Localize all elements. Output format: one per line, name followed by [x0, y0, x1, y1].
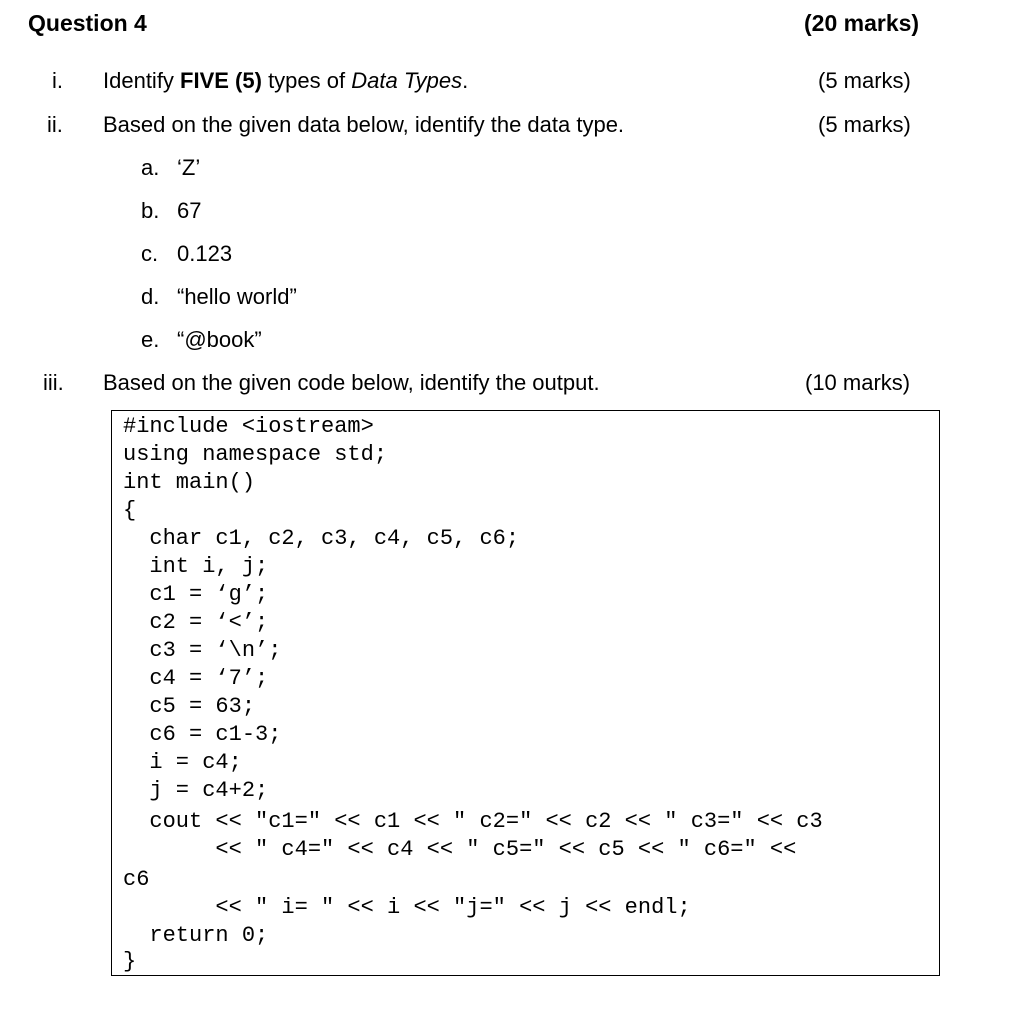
part-marks: (5 marks) — [818, 68, 911, 93]
code-line: return 0; — [123, 923, 269, 948]
code-line: << " i= " << i << "j=" << j << endl; — [123, 895, 691, 920]
part-numeral: i. — [52, 68, 63, 93]
code-line: c1 = ‘g’; — [123, 582, 269, 607]
part-text — [103, 68, 468, 94]
code-line: c6 — [123, 867, 150, 892]
code-line: int i, j; — [123, 554, 269, 579]
code-line: char c1, c2, c3, c4, c5, c6; — [123, 526, 520, 551]
data-item-value: “hello world” — [177, 284, 297, 309]
data-item — [141, 284, 297, 310]
part-text-bold: FIVE (5) — [180, 68, 262, 93]
code-line: cout << "c1=" << c1 << " c2=" << c2 << " c3=" << c3 — [123, 809, 823, 834]
code-box — [111, 410, 940, 976]
data-item-label: b. — [141, 198, 160, 223]
code-line: c3 = ‘\n’; — [123, 638, 282, 663]
data-item-label: a. — [141, 155, 160, 180]
part-text-after: . — [462, 68, 469, 93]
part-text: Based on the given data below, identify the data type. — [103, 112, 625, 137]
data-item — [141, 155, 201, 181]
part-marks: (10 marks) — [805, 370, 911, 395]
part-text-before: Identify — [103, 68, 181, 93]
part-text-italic: Data Types — [351, 68, 463, 93]
code-line: c5 = 63; — [123, 694, 256, 719]
data-item — [141, 241, 233, 267]
question-title: Question 4 — [28, 10, 147, 36]
code-line: { — [123, 498, 137, 523]
part-marks: (5 marks) — [818, 112, 911, 137]
data-item-value: 67 — [177, 198, 202, 223]
data-item — [141, 198, 202, 224]
code-line: c2 = ‘<’; — [123, 610, 269, 635]
part-numeral: iii. — [43, 370, 64, 395]
code-line: j = c4+2; — [123, 778, 269, 803]
code-line: c4 = ‘7’; — [123, 666, 269, 691]
code-line: << " c4=" << c4 << " c5=" << c5 << " c6=" << — [123, 837, 797, 862]
code-line: } — [123, 949, 137, 974]
data-item-value: ‘Z’ — [177, 155, 201, 180]
part-text-middle: types of — [261, 68, 352, 93]
part-numeral: ii. — [47, 112, 63, 137]
data-item-label: c. — [141, 241, 159, 266]
code-line: #include <iostream> — [123, 414, 374, 439]
data-item-value: 0.123 — [177, 241, 233, 266]
code-line: int main() — [123, 470, 256, 495]
code-line: i = c4; — [123, 750, 242, 775]
data-item-value: “@book” — [177, 327, 262, 352]
code-line: c6 = c1-3; — [123, 722, 282, 747]
data-item — [141, 327, 262, 353]
part-text: Based on the given code below, identify the output. — [103, 370, 600, 395]
code-line: using namespace std; — [123, 442, 388, 467]
question-total-marks: (20 marks) — [804, 10, 920, 36]
data-item-label: d. — [141, 284, 160, 309]
data-item-label: e. — [141, 327, 160, 352]
